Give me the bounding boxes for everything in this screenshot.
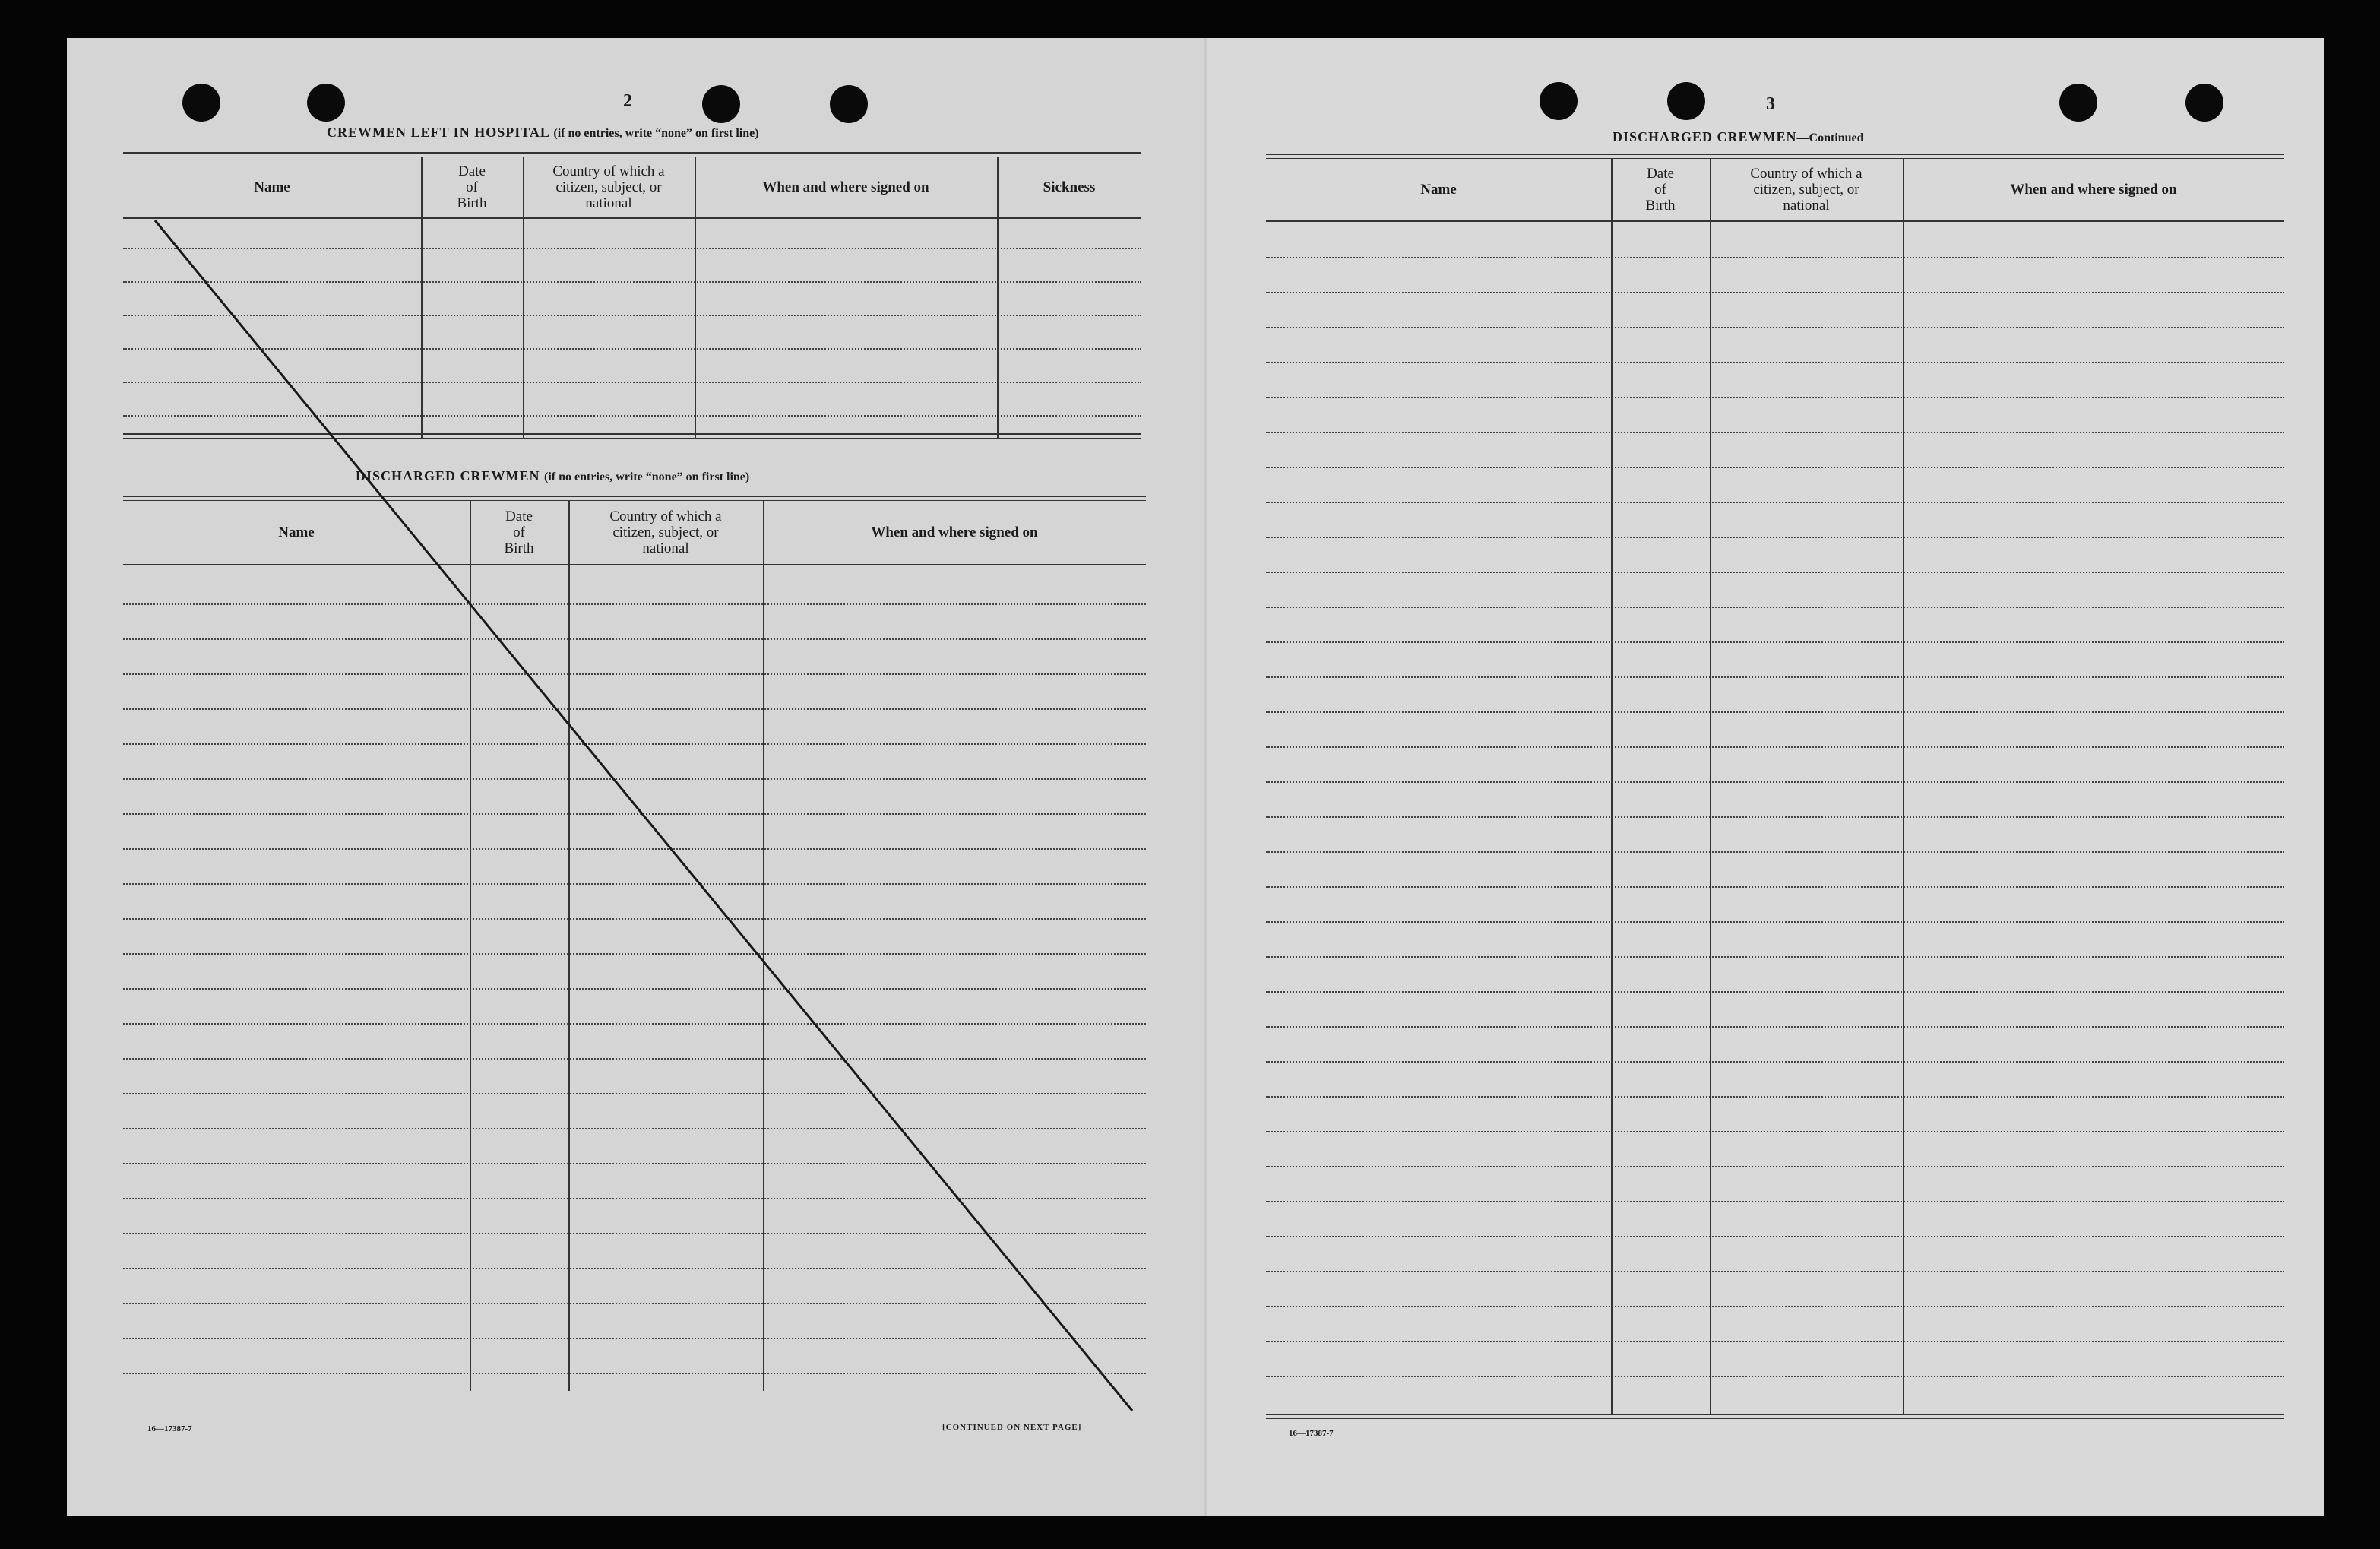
discharged-title-note: (if no entries, write “none” on first line) bbox=[544, 470, 750, 483]
table-row bbox=[1266, 781, 2284, 783]
hospital-title-main: CREWMEN LEFT IN HOSPITAL bbox=[327, 125, 549, 140]
column-header-date-of-birth: Date of Birth bbox=[1645, 165, 1676, 214]
table-row bbox=[1266, 711, 2284, 713]
discharged-continued-title bbox=[1613, 129, 1864, 145]
hospital-title-note: (if no entries, write “none” on first line) bbox=[553, 127, 759, 140]
punch-hole bbox=[2059, 84, 2097, 122]
table-row bbox=[1266, 362, 2284, 363]
table-row bbox=[1266, 886, 2284, 888]
table-row bbox=[1266, 572, 2284, 573]
table-row bbox=[1266, 537, 2284, 538]
column-divider bbox=[1710, 158, 1711, 1414]
column-divider bbox=[1903, 158, 1904, 1414]
table-row bbox=[1266, 432, 2284, 433]
column-header-date-of-birth: Date of Birth bbox=[457, 163, 487, 211]
table-row bbox=[1266, 1026, 2284, 1028]
page-number: 3 bbox=[1766, 94, 1775, 114]
table-row bbox=[1266, 327, 2284, 328]
table-row bbox=[1266, 1131, 2284, 1132]
punch-hole bbox=[1667, 82, 1705, 120]
page-number: 2 bbox=[623, 91, 632, 111]
table-row bbox=[1266, 1236, 2284, 1237]
table-row bbox=[1266, 1376, 2284, 1377]
table-row bbox=[1266, 1166, 2284, 1167]
column-header-name: Name bbox=[254, 179, 290, 195]
table-bottom-rule bbox=[1266, 1418, 2284, 1419]
header-bottom-rule bbox=[1266, 220, 2284, 222]
column-header-country: Country of which a citizen, subject, or national bbox=[609, 508, 722, 556]
form-id: 16—17387-7 bbox=[147, 1424, 192, 1433]
column-header-signed-on: When and where signed on bbox=[2010, 181, 2177, 198]
column-header-country: Country of which a citizen, subject, or national bbox=[552, 163, 665, 211]
table-row bbox=[1266, 991, 2284, 993]
left-page bbox=[67, 38, 1207, 1516]
column-divider bbox=[1611, 158, 1613, 1414]
column-header-country: Country of which a citizen, subject, or national bbox=[1750, 165, 1863, 214]
discharged-title-main: DISCHARGED CREWMEN bbox=[356, 468, 540, 483]
column-header-name: Name bbox=[1420, 181, 1457, 198]
table-row bbox=[1266, 467, 2284, 468]
punch-hole bbox=[1540, 82, 1578, 120]
right-page bbox=[1207, 38, 2324, 1516]
table-row bbox=[1266, 676, 2284, 678]
table-row bbox=[1266, 257, 2284, 258]
table-row bbox=[1266, 1341, 2284, 1342]
continued-note: [CONTINUED ON NEXT PAGE] bbox=[942, 1423, 1082, 1432]
table-row bbox=[1266, 956, 2284, 958]
continued-title-main: DISCHARGED CREWMEN bbox=[1613, 129, 1797, 144]
table-row bbox=[1266, 816, 2284, 818]
table-row bbox=[1266, 851, 2284, 853]
table-row bbox=[1266, 607, 2284, 608]
form-id: 16—17387-7 bbox=[1289, 1429, 1334, 1438]
continued-title-note: —Continued bbox=[1796, 131, 1864, 144]
column-header-signed-on: When and where signed on bbox=[871, 524, 1038, 540]
discharged-continued-table bbox=[1266, 154, 2284, 1430]
table-bottom-rule bbox=[1266, 1414, 2284, 1415]
table-row bbox=[1266, 746, 2284, 748]
table-row bbox=[1266, 502, 2284, 503]
table-row bbox=[1266, 1271, 2284, 1272]
punch-hole bbox=[2185, 84, 2223, 122]
cancellation-line bbox=[67, 38, 1207, 1516]
table-row bbox=[1266, 1061, 2284, 1063]
table-row bbox=[1266, 1096, 2284, 1098]
column-header-name: Name bbox=[278, 524, 315, 540]
column-header-signed-on: When and where signed on bbox=[762, 179, 929, 195]
document-sheet bbox=[67, 38, 2324, 1516]
column-header-sickness: Sickness bbox=[1043, 179, 1096, 195]
table-row bbox=[1266, 397, 2284, 398]
table-row bbox=[1266, 1306, 2284, 1307]
table-row bbox=[1266, 292, 2284, 293]
table-row bbox=[1266, 641, 2284, 643]
table-top-rule bbox=[1266, 154, 2284, 155]
table-row bbox=[1266, 921, 2284, 923]
column-header-date-of-birth: Date of Birth bbox=[504, 508, 534, 556]
table-row bbox=[1266, 1201, 2284, 1202]
